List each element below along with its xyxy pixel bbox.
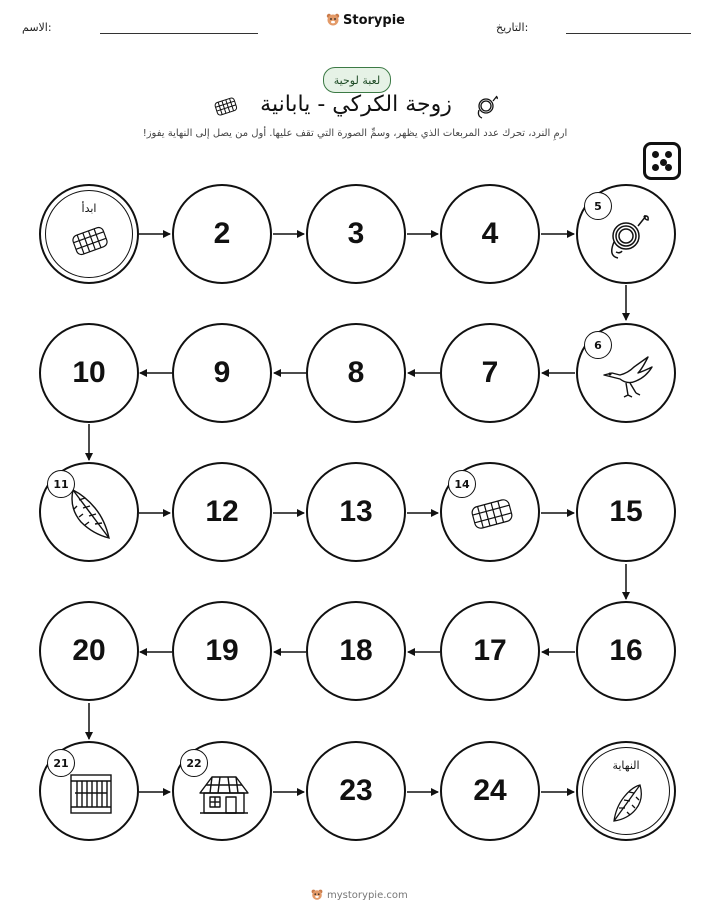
space-badge: 22: [180, 749, 208, 777]
page-title: زوجة الكركي - يابانية: [260, 92, 452, 117]
loom-thread-icon: [602, 212, 654, 264]
board-space-5: [576, 184, 676, 284]
board-space-7: [440, 323, 540, 423]
footer: [310, 888, 408, 902]
mat-icon: [468, 496, 516, 532]
board-space-4: [440, 184, 540, 284]
space-number: 2: [213, 217, 231, 250]
space-number: 13: [339, 495, 373, 528]
feather-icon: [65, 486, 117, 542]
space-badge: 6: [584, 331, 612, 359]
crane-icon: [598, 353, 658, 399]
space-number: 4: [481, 217, 499, 250]
end-label: النهاية: [612, 759, 640, 772]
board-space-22: [172, 741, 272, 841]
footer-site[interactable]: mystorypie.com: [327, 889, 408, 901]
hut-icon: [196, 771, 252, 817]
board-space-2: [172, 184, 272, 284]
board-space-17: [440, 601, 540, 701]
brand-name: Storypie: [343, 12, 405, 28]
mat-icon: [68, 224, 112, 258]
date-label: التاريخ:: [496, 21, 529, 34]
space-badge: 11: [47, 470, 75, 498]
feather-icon: [608, 781, 648, 823]
space-number: 20: [72, 634, 106, 667]
board-space-11: [39, 462, 139, 562]
name-label: الاسم:: [22, 21, 52, 34]
space-badge: 5: [584, 192, 612, 220]
instructions: ارمِ النرد، تحرك عدد المربعات الذي يظهر، وسمِّ الصورة التي تقف عليها. أول من يصل إلى النهاية يفوز!: [142, 128, 568, 139]
space-number: 12: [205, 495, 239, 528]
storypie-bear-icon: [310, 888, 324, 902]
board-space-15: [576, 462, 676, 562]
loom-icon: [67, 771, 115, 817]
space-number: 15: [609, 495, 643, 528]
start-label: ابدأ: [81, 202, 97, 215]
space-number: 18: [339, 634, 373, 667]
space-badge: 21: [47, 749, 75, 777]
board-space-23: [306, 741, 406, 841]
board-space-21: [39, 741, 139, 841]
board-game-badge: لعبة لوحية: [323, 67, 391, 93]
board-space-10: [39, 323, 139, 423]
space-number: 24: [473, 774, 507, 807]
board-space-12: [172, 462, 272, 562]
board-space-start: [39, 184, 139, 284]
space-badge: 14: [448, 470, 476, 498]
board-space-19: [172, 601, 272, 701]
space-number: 10: [72, 356, 106, 389]
board-space-14: [440, 462, 540, 562]
space-number: 17: [473, 634, 507, 667]
board-space-9: [172, 323, 272, 423]
space-number: 23: [339, 774, 373, 807]
space-number: 3: [347, 217, 365, 250]
space-number: 9: [213, 356, 231, 389]
space-number: 8: [347, 356, 365, 389]
board-space-3: [306, 184, 406, 284]
board-space-6: [576, 323, 676, 423]
board-space-16: [576, 601, 676, 701]
board-space-20: [39, 601, 139, 701]
board-space-13: [306, 462, 406, 562]
space-number: 16: [609, 634, 643, 667]
board-space-end: [576, 741, 676, 841]
board-space-18: [306, 601, 406, 701]
space-number: 19: [205, 634, 239, 667]
space-number: 7: [481, 356, 499, 389]
board-space-8: [306, 323, 406, 423]
board-space-24: [440, 741, 540, 841]
